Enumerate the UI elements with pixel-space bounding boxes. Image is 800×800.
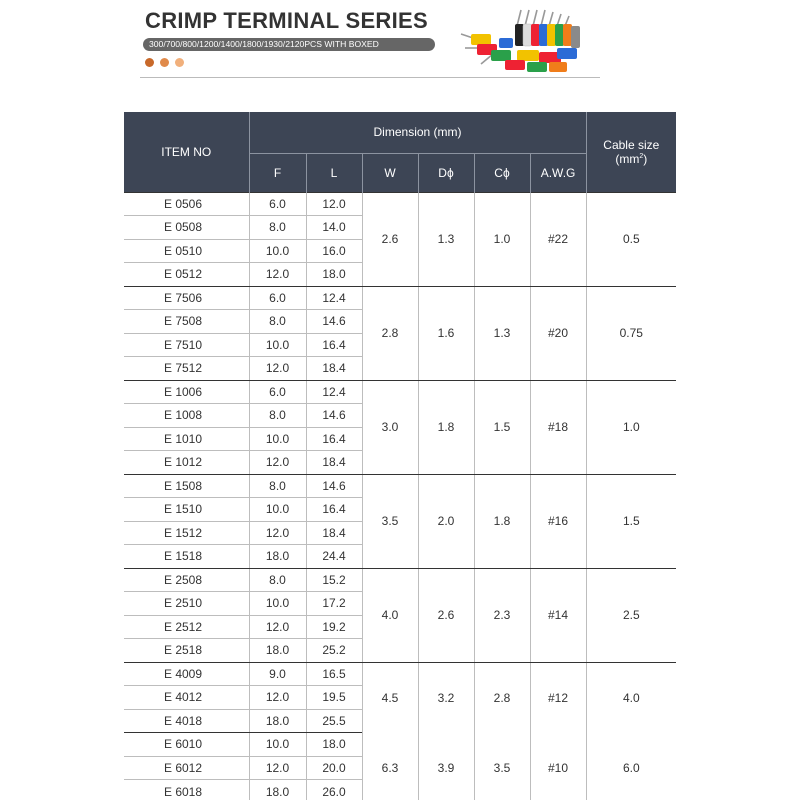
cell-c: 1.0: [474, 192, 530, 286]
header-cable-size-label: Cable size: [603, 137, 660, 152]
cell-f: 10.0: [249, 592, 306, 616]
header-item-no: ITEM NO: [124, 112, 249, 192]
cell-l: 12.4: [306, 286, 362, 310]
cell-f: 9.0: [249, 662, 306, 686]
cell-l: 17.2: [306, 592, 362, 616]
cell-c: 2.3: [474, 568, 530, 662]
cell-item-no: E 2518: [124, 639, 249, 663]
cell-l: 12.4: [306, 380, 362, 404]
cell-cable-size: 1.5: [586, 474, 676, 568]
cell-l: 18.4: [306, 521, 362, 545]
cell-l: 14.0: [306, 216, 362, 240]
cell-l: 18.4: [306, 451, 362, 475]
cell-l: 15.2: [306, 568, 362, 592]
cell-awg: #14: [530, 568, 586, 662]
cell-f: 8.0: [249, 404, 306, 428]
cell-d: 3.2: [418, 662, 474, 733]
cell-f: 18.0: [249, 545, 306, 569]
cell-cable-size: 2.5: [586, 568, 676, 662]
cell-c: 3.5: [474, 733, 530, 800]
cell-awg: #10: [530, 733, 586, 800]
table-row: [124, 192, 676, 216]
cell-f: 6.0: [249, 286, 306, 310]
cell-item-no: E 2510: [124, 592, 249, 616]
cell-l: 26.0: [306, 780, 362, 800]
cell-f: 12.0: [249, 686, 306, 710]
cell-f: 12.0: [249, 263, 306, 287]
cell-l: 16.5: [306, 662, 362, 686]
cell-item-no: E 7506: [124, 286, 249, 310]
cell-c: 1.3: [474, 286, 530, 380]
cell-item-no: E 4012: [124, 686, 249, 710]
cell-awg: #20: [530, 286, 586, 380]
cell-f: 10.0: [249, 333, 306, 357]
cell-f: 12.0: [249, 756, 306, 780]
cell-w: 3.0: [362, 380, 418, 474]
cell-item-no: E 1012: [124, 451, 249, 475]
cell-l: 19.2: [306, 615, 362, 639]
cell-cable-size: 6.0: [586, 733, 676, 800]
cell-item-no: E 6010: [124, 733, 249, 757]
cell-item-no: E 4018: [124, 709, 249, 733]
subtitle-badge: 300/700/800/1200/1400/1800/1930/2120PCS WITH BOXED: [143, 38, 435, 51]
cell-l: 24.4: [306, 545, 362, 569]
cell-item-no: E 1508: [124, 474, 249, 498]
table-row: [124, 474, 676, 498]
cell-c: 1.8: [474, 474, 530, 568]
cell-f: 12.0: [249, 451, 306, 475]
table-row: [124, 662, 676, 686]
cell-l: 14.6: [306, 310, 362, 334]
cell-w: 2.6: [362, 192, 418, 286]
table-row: [124, 568, 676, 592]
crimp-terminal-ferrules-image: [455, 8, 595, 74]
cell-item-no: E 7508: [124, 310, 249, 334]
table-row: [124, 380, 676, 404]
header-awg: A.W.G: [530, 153, 586, 192]
cell-l: 18.0: [306, 263, 362, 287]
cell-l: 14.6: [306, 474, 362, 498]
cell-l: 25.5: [306, 709, 362, 733]
cell-l: 16.4: [306, 498, 362, 522]
cell-l: 20.0: [306, 756, 362, 780]
header-dimension: Dimension (mm): [249, 112, 586, 153]
header-w: W: [362, 153, 418, 192]
cell-awg: #16: [530, 474, 586, 568]
page-title: CRIMP TERMINAL SERIES: [145, 8, 428, 33]
cell-l: 25.2: [306, 639, 362, 663]
header-c: Cϕ: [474, 153, 530, 192]
cell-f: 18.0: [249, 639, 306, 663]
cell-awg: #12: [530, 662, 586, 733]
specification-table: [124, 112, 676, 800]
cell-f: 6.0: [249, 192, 306, 216]
cell-awg: #22: [530, 192, 586, 286]
cell-l: 18.0: [306, 733, 362, 757]
cell-w: 3.5: [362, 474, 418, 568]
cell-item-no: E 6018: [164, 784, 203, 799]
cell-l: 14.6: [306, 404, 362, 428]
cell-item-no: E 0506: [124, 192, 249, 216]
cell-f: 10.0: [249, 498, 306, 522]
cell-item-no: E 1010: [124, 427, 249, 451]
cell-l: 19.5: [306, 686, 362, 710]
cell-d: 1.8: [418, 380, 474, 474]
cell-w: 6.3: [362, 733, 418, 800]
cell-l: 18.4: [306, 357, 362, 381]
cell-l: 16.4: [306, 333, 362, 357]
cell-f: 6.0: [249, 380, 306, 404]
cell-w: 4.5: [362, 662, 418, 733]
cell-c: 1.5: [474, 380, 530, 474]
cell-f: 10.0: [249, 427, 306, 451]
cell-item-no: E 0510: [124, 239, 249, 263]
cell-awg: #18: [530, 380, 586, 474]
cell-item-no: E 1008: [124, 404, 249, 428]
cell-cable-size: 0.5: [586, 192, 676, 286]
cell-d: 2.0: [418, 474, 474, 568]
cell-item-no: E 2512: [124, 615, 249, 639]
header-d: Dϕ: [418, 153, 474, 192]
table-row: [124, 286, 676, 310]
cell-item-no: E 1510: [124, 498, 249, 522]
header-l: L: [306, 153, 362, 192]
cell-w: 2.8: [362, 286, 418, 380]
cell-item-no: E 7512: [124, 357, 249, 381]
cell-l: 16.4: [306, 427, 362, 451]
cell-c: 2.8: [474, 662, 530, 733]
cell-l: 16.0: [306, 239, 362, 263]
cell-cable-size: 4.0: [586, 662, 676, 733]
cell-d: 1.6: [418, 286, 474, 380]
cell-f: 8.0: [249, 310, 306, 334]
cell-f: 12.0: [249, 521, 306, 545]
cell-item-no: E 0512: [124, 263, 249, 287]
cell-item-no: E 0508: [124, 216, 249, 240]
cell-d: 2.6: [418, 568, 474, 662]
cell-f: 10.0: [249, 733, 306, 757]
header-f: F: [249, 153, 306, 192]
header-cable-unit: $(mm^2)$: [615, 151, 648, 166]
decorative-dot: [145, 58, 154, 67]
cell-item-no: E 1518: [124, 545, 249, 569]
cell-item-no: E 1006: [124, 380, 249, 404]
cell-l: 12.0: [306, 192, 362, 216]
header-cable-size: [586, 112, 676, 192]
cell-cable-size: 0.75: [586, 286, 676, 380]
cell-f: 8.0: [249, 474, 306, 498]
cell-item-no: E 4009: [124, 662, 249, 686]
cell-f: 18.0: [249, 780, 306, 800]
header-divider: [140, 77, 600, 78]
cell-f: 18.0: [249, 709, 306, 733]
cell-item-no: E 6012: [124, 756, 249, 780]
cell-f: 10.0: [249, 239, 306, 263]
table-row: [124, 733, 676, 757]
cell-cable-size: 1.0: [586, 380, 676, 474]
table-body: [124, 192, 676, 800]
cell-item-no: E 2508: [124, 568, 249, 592]
cell-d: 3.9: [418, 733, 474, 800]
cell-f: 8.0: [249, 216, 306, 240]
cell-item-no: E 1512: [124, 521, 249, 545]
cell-w: 4.0: [362, 568, 418, 662]
cell-f: 12.0: [249, 357, 306, 381]
cell-f: 12.0: [249, 615, 306, 639]
decorative-dot: [175, 58, 184, 67]
cell-d: 1.3: [418, 192, 474, 286]
decorative-dot: [160, 58, 169, 67]
cell-f: 8.0: [249, 568, 306, 592]
cell-item-no: E 7510: [124, 333, 249, 357]
